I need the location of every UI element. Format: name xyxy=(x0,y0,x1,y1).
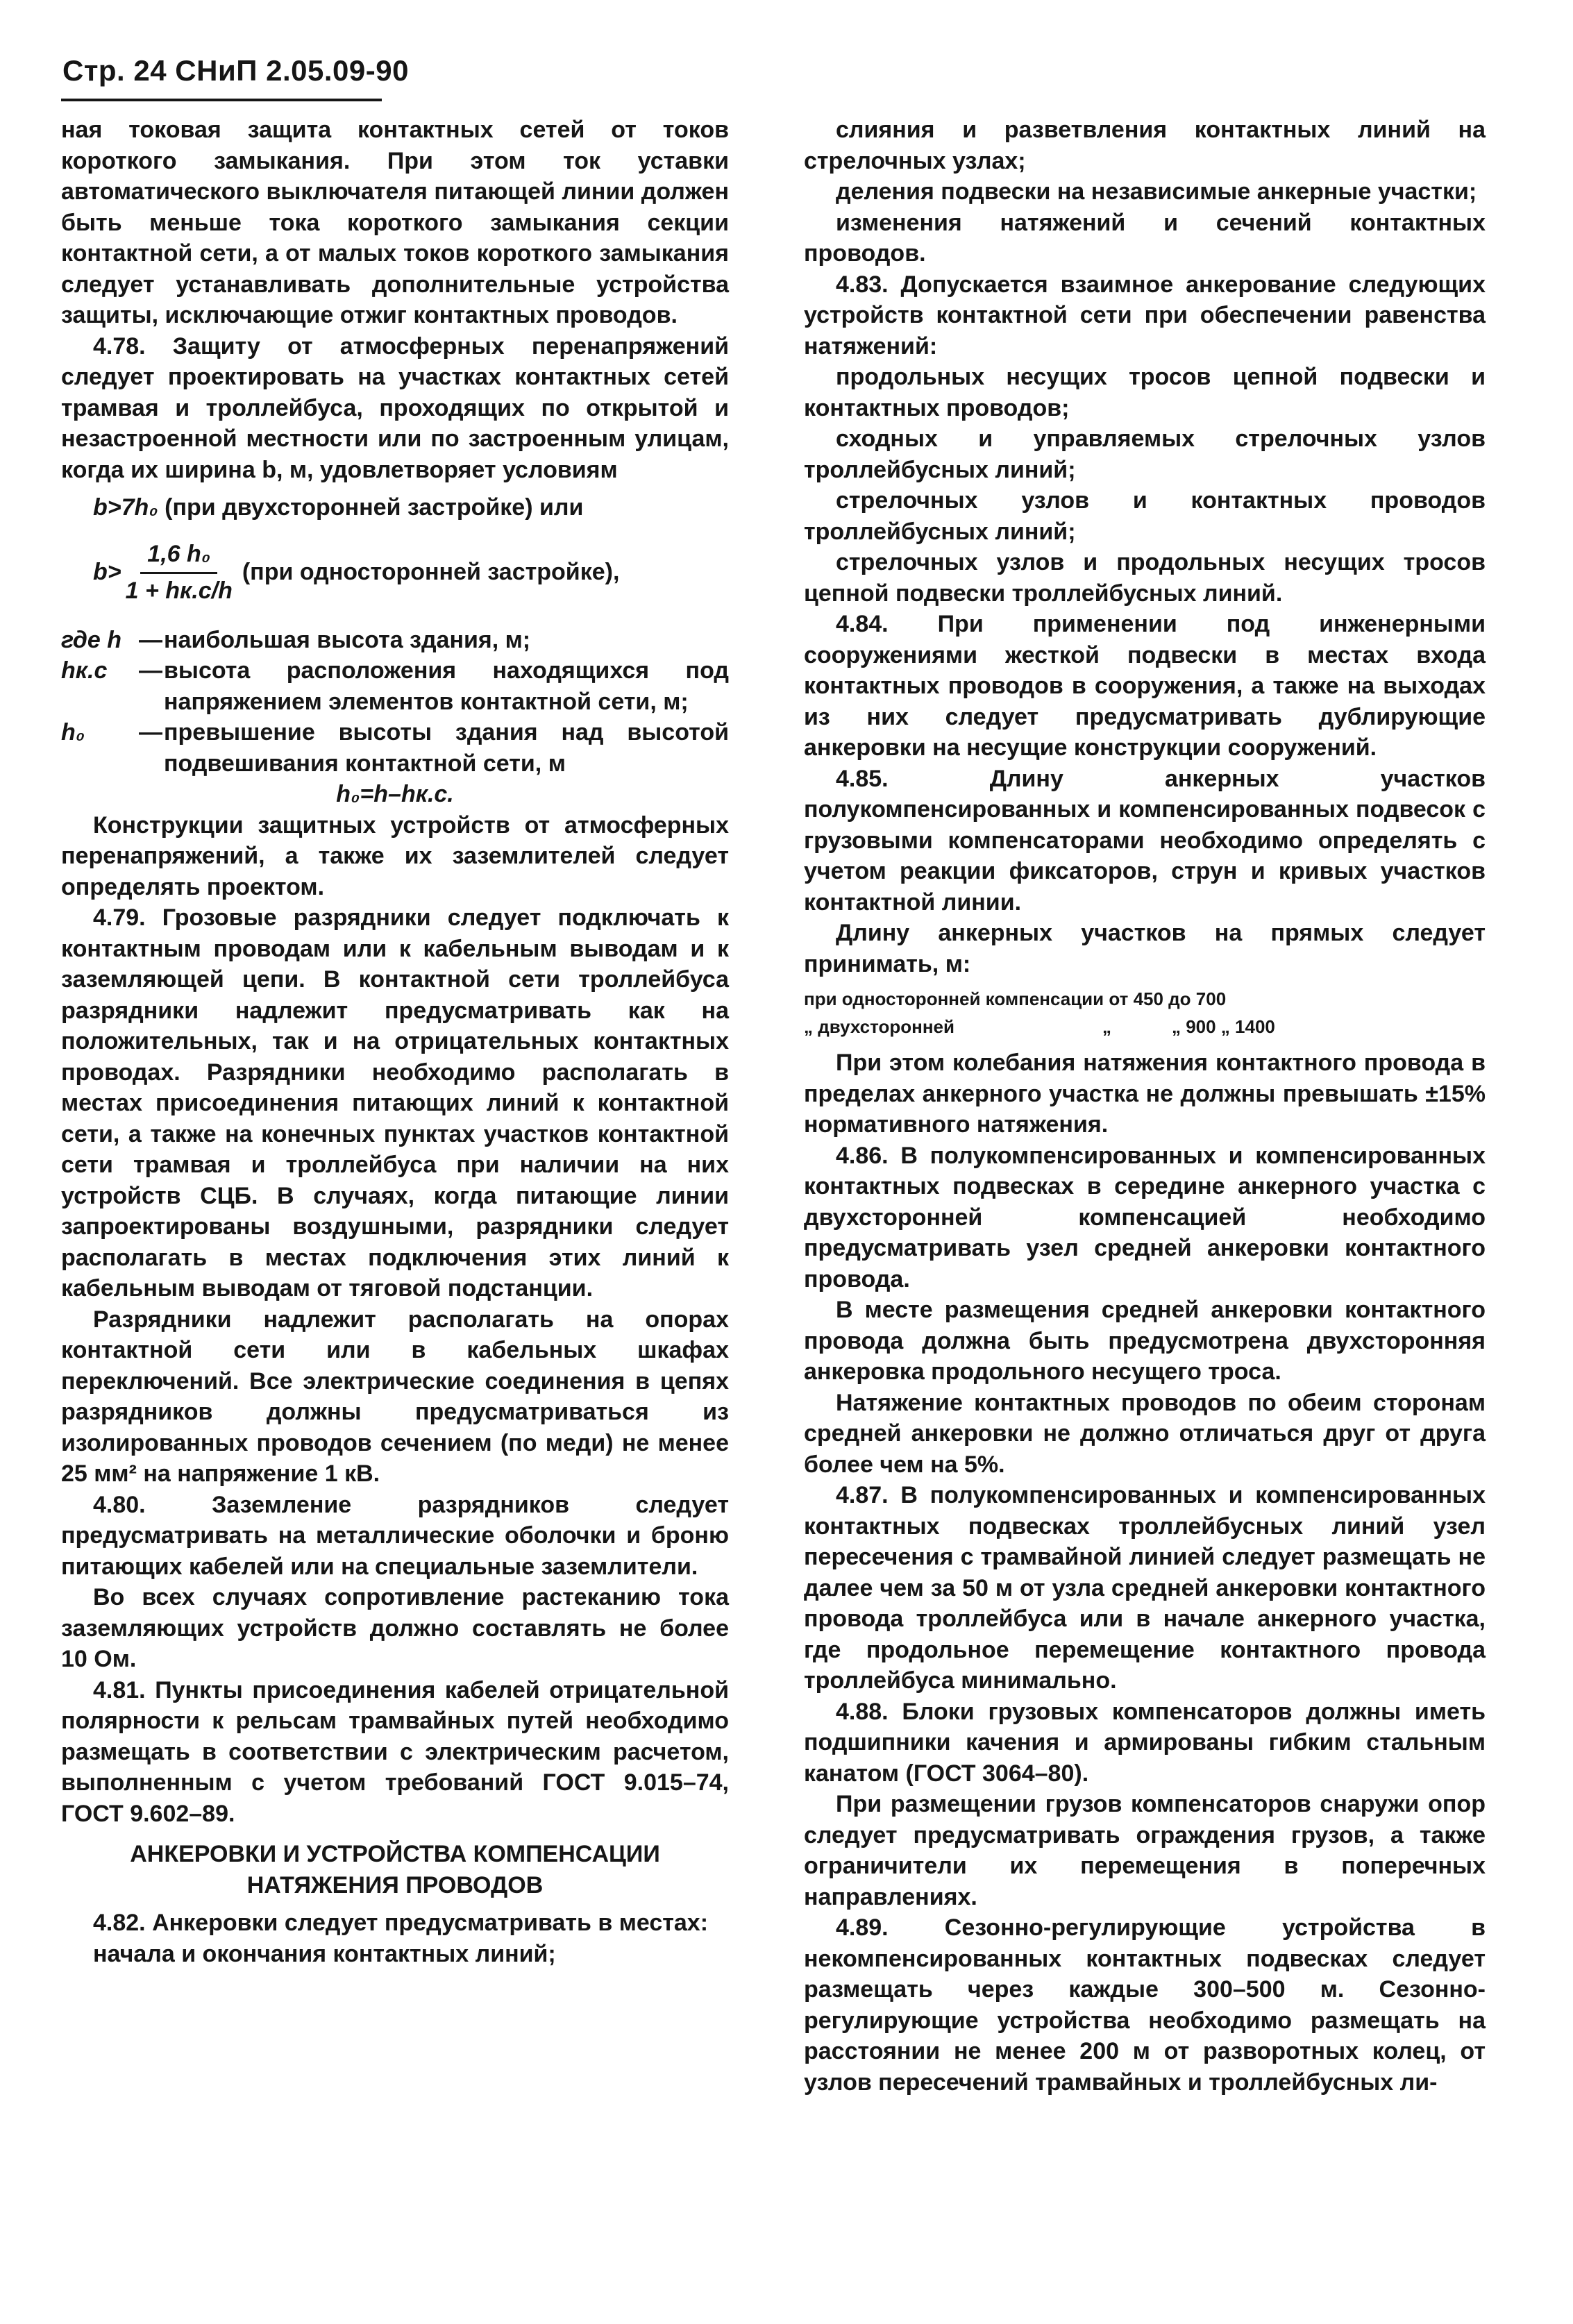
clause-4-87 xyxy=(804,1480,1486,1696)
clause-number: 4.85. xyxy=(836,765,889,792)
formula-note: (при двухсторонней застройке) или xyxy=(165,494,584,521)
clause-4-81 xyxy=(61,1675,729,1830)
clause-number: 4.78. xyxy=(93,332,146,360)
paragraph: слияния и разветвления контактных линий на стрелочных узлах; xyxy=(804,117,1486,174)
clause-number: 4.86. xyxy=(836,1142,889,1169)
clause-text: Допускается взаимное анкерование следующих устройств контактной сети при обеспечении равенства натяжений: xyxy=(804,271,1486,360)
clause-4-78 xyxy=(61,331,729,486)
formula-h0: h₀=h–hк.с. xyxy=(336,781,454,807)
formula-two-sided xyxy=(93,492,729,523)
definition-row xyxy=(61,655,729,717)
clause-text: Защиту от атмосферных перенапряжений следует проектировать на участках контактных сетей трамвая и троллейбуса, проходящих по открытой и незастроенной местности или по застроенным улицам, когда их ширина b, м, удовлетворяет условиям xyxy=(61,332,729,483)
clause-text: Анкеровки следует предусматривать в местах: xyxy=(152,1910,709,1936)
length-row-text: при односторонней компенсации от 450 до 700 xyxy=(804,988,1227,1009)
length-row-label: „ двухсторонней xyxy=(804,1016,955,1037)
formula-note: (при односторонней застройке), xyxy=(242,559,620,586)
definition-symbol: где h xyxy=(61,626,121,653)
length-row xyxy=(804,1013,1486,1041)
length-table xyxy=(804,985,1486,1041)
clause-number: 4.88. xyxy=(836,1698,889,1725)
paragraph: Длину анкерных участков на прямых следует принимать, м: xyxy=(804,920,1486,977)
clause-4-88 xyxy=(804,1696,1486,1790)
definition-dash: — xyxy=(139,657,162,684)
clause-text: Длину анкерных участков полукомпенсированных и компенсированных подвесок с грузовыми компенсаторами необходимо определять с учетом реакции фиксаторов, струн и кривых участков контактной линии. xyxy=(804,765,1486,916)
clause-4-84 xyxy=(804,609,1486,764)
clause-text: Заземление разрядников следует предусматривать на металлические оболочки и броню питающих кабелей или на специальные заземлители. xyxy=(61,1491,730,1580)
clause-text: Сезонно-регулирующие устройства в некомпенсированных контактных подвесках следует размещать через каждые 300–500 м. Сезонно-регулирующие устройства необходимо размещать на расстоянии не менее 200 м от разворотных колец, от узлов пересечений трамвайных и троллейбусных ли- xyxy=(804,1914,1486,2096)
paragraph: деления подвески на независимые анкерные участки; xyxy=(836,178,1477,205)
length-row xyxy=(804,985,1486,1013)
paragraph: продольных несущих тросов цепной подвески и контактных проводов; xyxy=(804,364,1486,421)
definition-symbol: h₀ xyxy=(61,719,85,746)
definition-symbol: hк.с xyxy=(61,657,108,684)
clause-4-80 xyxy=(61,1490,729,1583)
paragraph: стрелочных узлов и продольных несущих тросов цепной подвески троллейбусных линий. xyxy=(804,549,1486,607)
clause-number: 4.80. xyxy=(93,1491,146,1518)
definition-text: высота расположения находящихся под напряжением элементов контактной сети, м; xyxy=(164,657,729,715)
clause-number: 4.81. xyxy=(93,1676,146,1703)
clause-number: 4.89. xyxy=(836,1914,889,1941)
fraction-numerator: 1,6 h₀ xyxy=(140,539,217,575)
clause-4-83 xyxy=(804,269,1486,362)
fraction xyxy=(126,539,233,607)
header-rule xyxy=(61,99,382,101)
right-column xyxy=(804,115,1486,2098)
clause-number: 4.83. xyxy=(836,271,889,298)
paragraph: При размещении грузов компенсаторов снаружи опор следует предусматривать ограждения грузов, а также ограничители их перемещения в поперечных направлениях. xyxy=(804,1791,1486,1910)
clause-4-85 xyxy=(804,764,1486,918)
paragraph: изменения натяжений и сечений контактных проводов. xyxy=(804,209,1486,267)
page-header: Стр. 24 СНиП 2.05.09-90 xyxy=(62,54,409,87)
formula-lhs: b> xyxy=(93,559,121,586)
clause-text: Пункты присоединения кабелей отрицательной полярности к рельсам трамвайных путей необходимо размещать в соответствии с электрическим расчетом, выполненным с учетом требований ГОСТ 9.015–74, ГОСТ 9.602–89. xyxy=(61,1676,729,1827)
clause-text: Блоки грузовых компенсаторов должны иметь подшипники качения и армированы гибким стальным канатом (ГОСТ 3064–80). xyxy=(804,1698,1486,1787)
paragraph: При этом колебания натяжения контактного провода в пределах анкерного участка не должны превышать ±15% нормативного натяжения. xyxy=(804,1050,1486,1138)
paragraph: сходных и управляемых стрелочных узлов троллейбусных линий; xyxy=(804,426,1486,483)
paragraph: В месте размещения средней анкеровки контактного провода должна быть предусмотрена двухсторонняя анкеровка продольного несущего троса. xyxy=(804,1297,1486,1385)
paragraph: начала и окончания контактных линий; xyxy=(93,1940,556,1967)
definition-text: превышение высоты здания над высотой подвешивания контактной сети, м xyxy=(164,719,729,777)
clause-4-82 xyxy=(61,1908,729,1939)
paragraph: ная токовая защита контактных сетей от токов короткого замыкания. При этом ток уставки автоматического выключателя питающей линии должен быть меньше тока короткого замыкания секции контактной сети, а от малых токов короткого замыкания следует устанавливать дополнительные устройства защиты, исключающие отжиг контактных проводов. xyxy=(61,117,729,328)
paragraph: Натяжение контактных проводов по обеим сторонам средней анкеровки не должно отличаться друг от друга более чем на 5%. xyxy=(804,1389,1486,1478)
definitions xyxy=(61,625,729,780)
formula-lhs: b>7h₀ xyxy=(93,494,158,521)
paragraph: Во всех случаях сопротивление растеканию тока заземляющих устройств должно составлять не более 10 Ом. xyxy=(61,1584,729,1672)
paragraph: Конструкции защитных устройств от атмосферных перенапряжений, а также их заземлителей следует определять проектом. xyxy=(61,811,729,900)
clause-text: В полукомпенсированных и компенсированных контактных подвесках троллейбусных линий узел пересечения с трамвайной линией следует размещать не далее чем за 50 м от узла средней анкеровки контактного провода троллейбуса или в начале анкерного участка, где продольное перемещение контактного провода троллейбуса минимально. xyxy=(804,1482,1486,1694)
clause-4-86 xyxy=(804,1140,1486,1295)
definition-dash: — xyxy=(139,626,162,653)
fraction-denominator: 1 + hк.с/h xyxy=(125,578,233,604)
definition-row xyxy=(61,717,729,779)
clause-number: 4.79. xyxy=(93,904,146,931)
paragraph: стрелочных узлов и контактных проводов троллейбусных линий; xyxy=(804,487,1486,545)
length-row-ditto: „ xyxy=(1102,1016,1111,1037)
definition-dash: — xyxy=(139,719,162,746)
clause-number: 4.87. xyxy=(836,1482,889,1508)
clause-4-79 xyxy=(61,902,729,1304)
clause-text: При применении под инженерными сооружениями жесткой подвески в местах входа контактных проводов в сооружения, а также на выходах из них следует предусматривать дублирующие анкеровки на несущие конструкции сооружений. xyxy=(804,611,1486,761)
clause-text: Грозовые разрядники следует подключать к контактным проводам или к кабельным выводам и к заземляющей цепи. В контактной сети троллейбуса разрядники надлежит предусматривать как на положительных, так и на отрицательных контактных проводах. Разрядники необходимо располагать в местах присоединения питающих линий к контактной сети, а также на конечных пунктах участков контактной сети трамвая и троллейбуса при наличии на них устройств СЦБ. В случаях, когда питающие линии запроектированы воздушными, разрядники следует располагать в местах подключения этих линий к кабельным выводам от тяговой подстанции. xyxy=(61,904,729,1302)
clause-number: 4.82. xyxy=(93,1910,146,1936)
formula-one-sided xyxy=(93,539,729,607)
section-heading: АНКЕРОВКИ И УСТРОЙСТВА КОМПЕНСАЦИИ НАТЯЖЕНИЯ ПРОВОДОВ xyxy=(130,1841,660,1898)
definition-text: наибольшая высота здания, м; xyxy=(164,626,531,653)
clause-4-89 xyxy=(804,1912,1486,2098)
clause-text: В полукомпенсированных и компенсированных контактных подвесках в середине анкерного участка с двухсторонней компенсацией необходимо предусматривать узел средней анкеровки контактного провода. xyxy=(804,1142,1486,1292)
definition-row xyxy=(61,625,729,656)
length-row-values: „ 900 „ 1400 xyxy=(1172,1016,1275,1037)
left-column xyxy=(61,115,729,1969)
clause-number: 4.84. xyxy=(836,611,889,637)
paragraph: Разрядники надлежит располагать на опорах контактной сети или в кабельных шкафах переключений. Все электрические соединения в цепях разрядников должны предусматриваться из изолированных проводов сечением (по меди) не менее 25 мм² на напряжение 1 кВ. xyxy=(61,1306,729,1487)
